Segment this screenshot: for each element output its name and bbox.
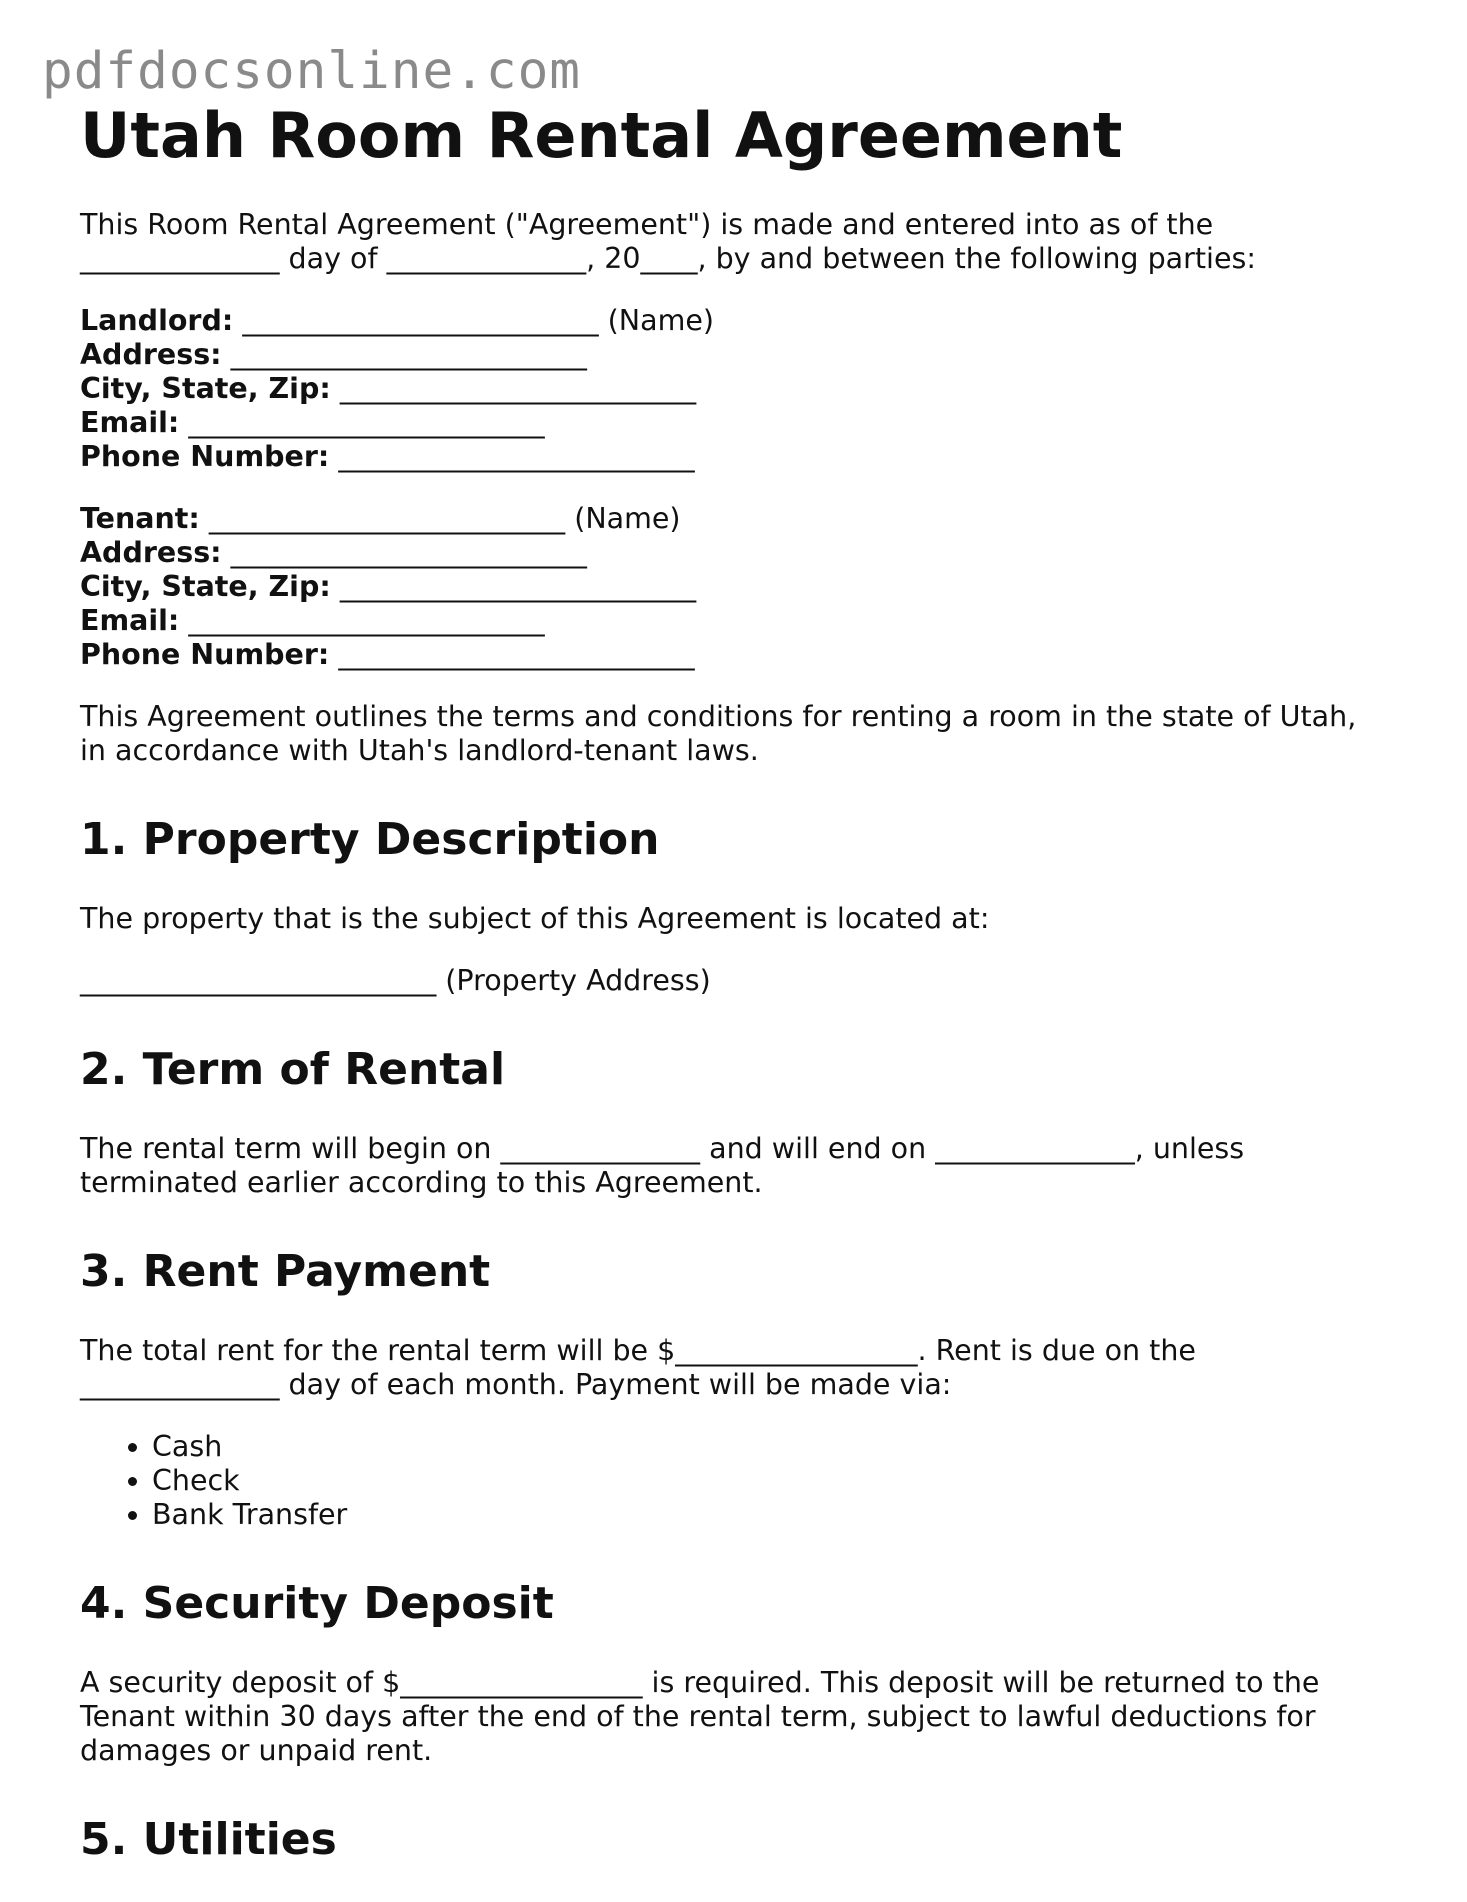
landlord-address-field: _________________________ <box>230 338 587 371</box>
outline-line-2: in accordance with Utah's landlord-tenant laws. <box>80 734 759 767</box>
intro-line-1: This Room Rental Agreement ("Agreement") is made and entered into as of the <box>80 208 1214 241</box>
tenant-address-field: _________________________ <box>230 536 587 569</box>
section-heading-property: 1. Property Description <box>80 814 660 865</box>
watermark: pdfdocsonline.com <box>42 42 581 101</box>
tenant-phone-label: Phone Number: <box>80 638 330 671</box>
section-heading-rent: 3. Rent Payment <box>80 1246 491 1297</box>
rent-line-2: ______________ day of each month. Payment will be made via: <box>80 1368 952 1401</box>
property-text: The property that is the subject of this Agreement is located at: <box>80 902 990 935</box>
tenant-name-field: _________________________ (Name) <box>208 502 681 535</box>
tenant-email-row <box>80 604 1400 638</box>
property-address-field: _________________________ (Property Address) <box>80 964 711 997</box>
landlord-phone-row <box>80 440 1400 474</box>
outline-line-1: This Agreement outlines the terms and conditions for renting a room in the state of Utah, <box>80 700 1357 733</box>
tenant-email-label: Email: <box>80 604 180 637</box>
deposit-line-2: Tenant within 30 days after the end of the rental term, subject to lawful deductions for <box>80 1700 1316 1733</box>
landlord-city-label: City, State, Zip: <box>80 372 331 405</box>
landlord-email-label: Email: <box>80 406 180 439</box>
landlord-name-field: _________________________ (Name) <box>242 304 714 337</box>
tenant-address-row <box>80 536 1400 570</box>
section-heading-term: 2. Term of Rental <box>80 1044 506 1095</box>
tenant-phone-row <box>80 638 1400 672</box>
landlord-city-field: _________________________ <box>339 372 697 405</box>
intro-line-2: ______________ day of ______________, 20____, by and between the following parties: <box>80 242 1256 275</box>
deposit-line-3: damages or unpaid rent. <box>80 1734 433 1767</box>
landlord-address-label: Address: <box>80 338 222 371</box>
term-line-2: terminated earlier according to this Agreement. <box>80 1166 763 1199</box>
rent-line-1: The total rent for the rental term will be $_________________. Rent is due on the <box>80 1334 1196 1367</box>
document-body <box>80 100 1400 1902</box>
tenant-city-field: _________________________ <box>339 570 697 603</box>
list-item: • Cash <box>152 1430 1400 1464</box>
section-heading-utilities: 5. Utilities <box>80 1814 337 1865</box>
deposit-line-1: A security deposit of $_________________ is required. This deposit will be returned to the <box>80 1666 1320 1699</box>
document-title: Utah Room Rental Agreement <box>80 99 1123 172</box>
tenant-name-label: Tenant: <box>80 502 200 535</box>
tenant-address-label: Address: <box>80 536 222 569</box>
deposit-paragraph <box>80 1666 1400 1768</box>
list-item: • Bank Transfer <box>152 1498 1400 1532</box>
landlord-email-row <box>80 406 1400 440</box>
tenant-name-row <box>80 502 1400 536</box>
landlord-block <box>80 304 1400 474</box>
landlord-city-row <box>80 372 1400 406</box>
term-line-1: The rental term will begin on ______________ and will end on ______________, unless <box>80 1132 1245 1165</box>
landlord-phone-label: Phone Number: <box>80 440 330 473</box>
tenant-email-field: _________________________ <box>188 604 545 637</box>
tenant-city-row <box>80 570 1400 604</box>
rent-paragraph <box>80 1334 1400 1402</box>
landlord-address-row <box>80 338 1400 372</box>
term-paragraph <box>80 1132 1400 1200</box>
tenant-phone-field: _________________________ <box>338 638 695 671</box>
landlord-phone-field: _________________________ <box>338 440 695 473</box>
intro-paragraph <box>80 208 1400 276</box>
payment-methods-list <box>80 1430 1400 1532</box>
list-item: • Check <box>152 1464 1400 1498</box>
landlord-email-field: _________________________ <box>188 406 545 439</box>
section-heading-deposit: 4. Security Deposit <box>80 1578 554 1629</box>
landlord-name-label: Landlord: <box>80 304 234 337</box>
tenant-block <box>80 502 1400 672</box>
outline-paragraph <box>80 700 1400 768</box>
landlord-name-row <box>80 304 1400 338</box>
tenant-city-label: City, State, Zip: <box>80 570 331 603</box>
